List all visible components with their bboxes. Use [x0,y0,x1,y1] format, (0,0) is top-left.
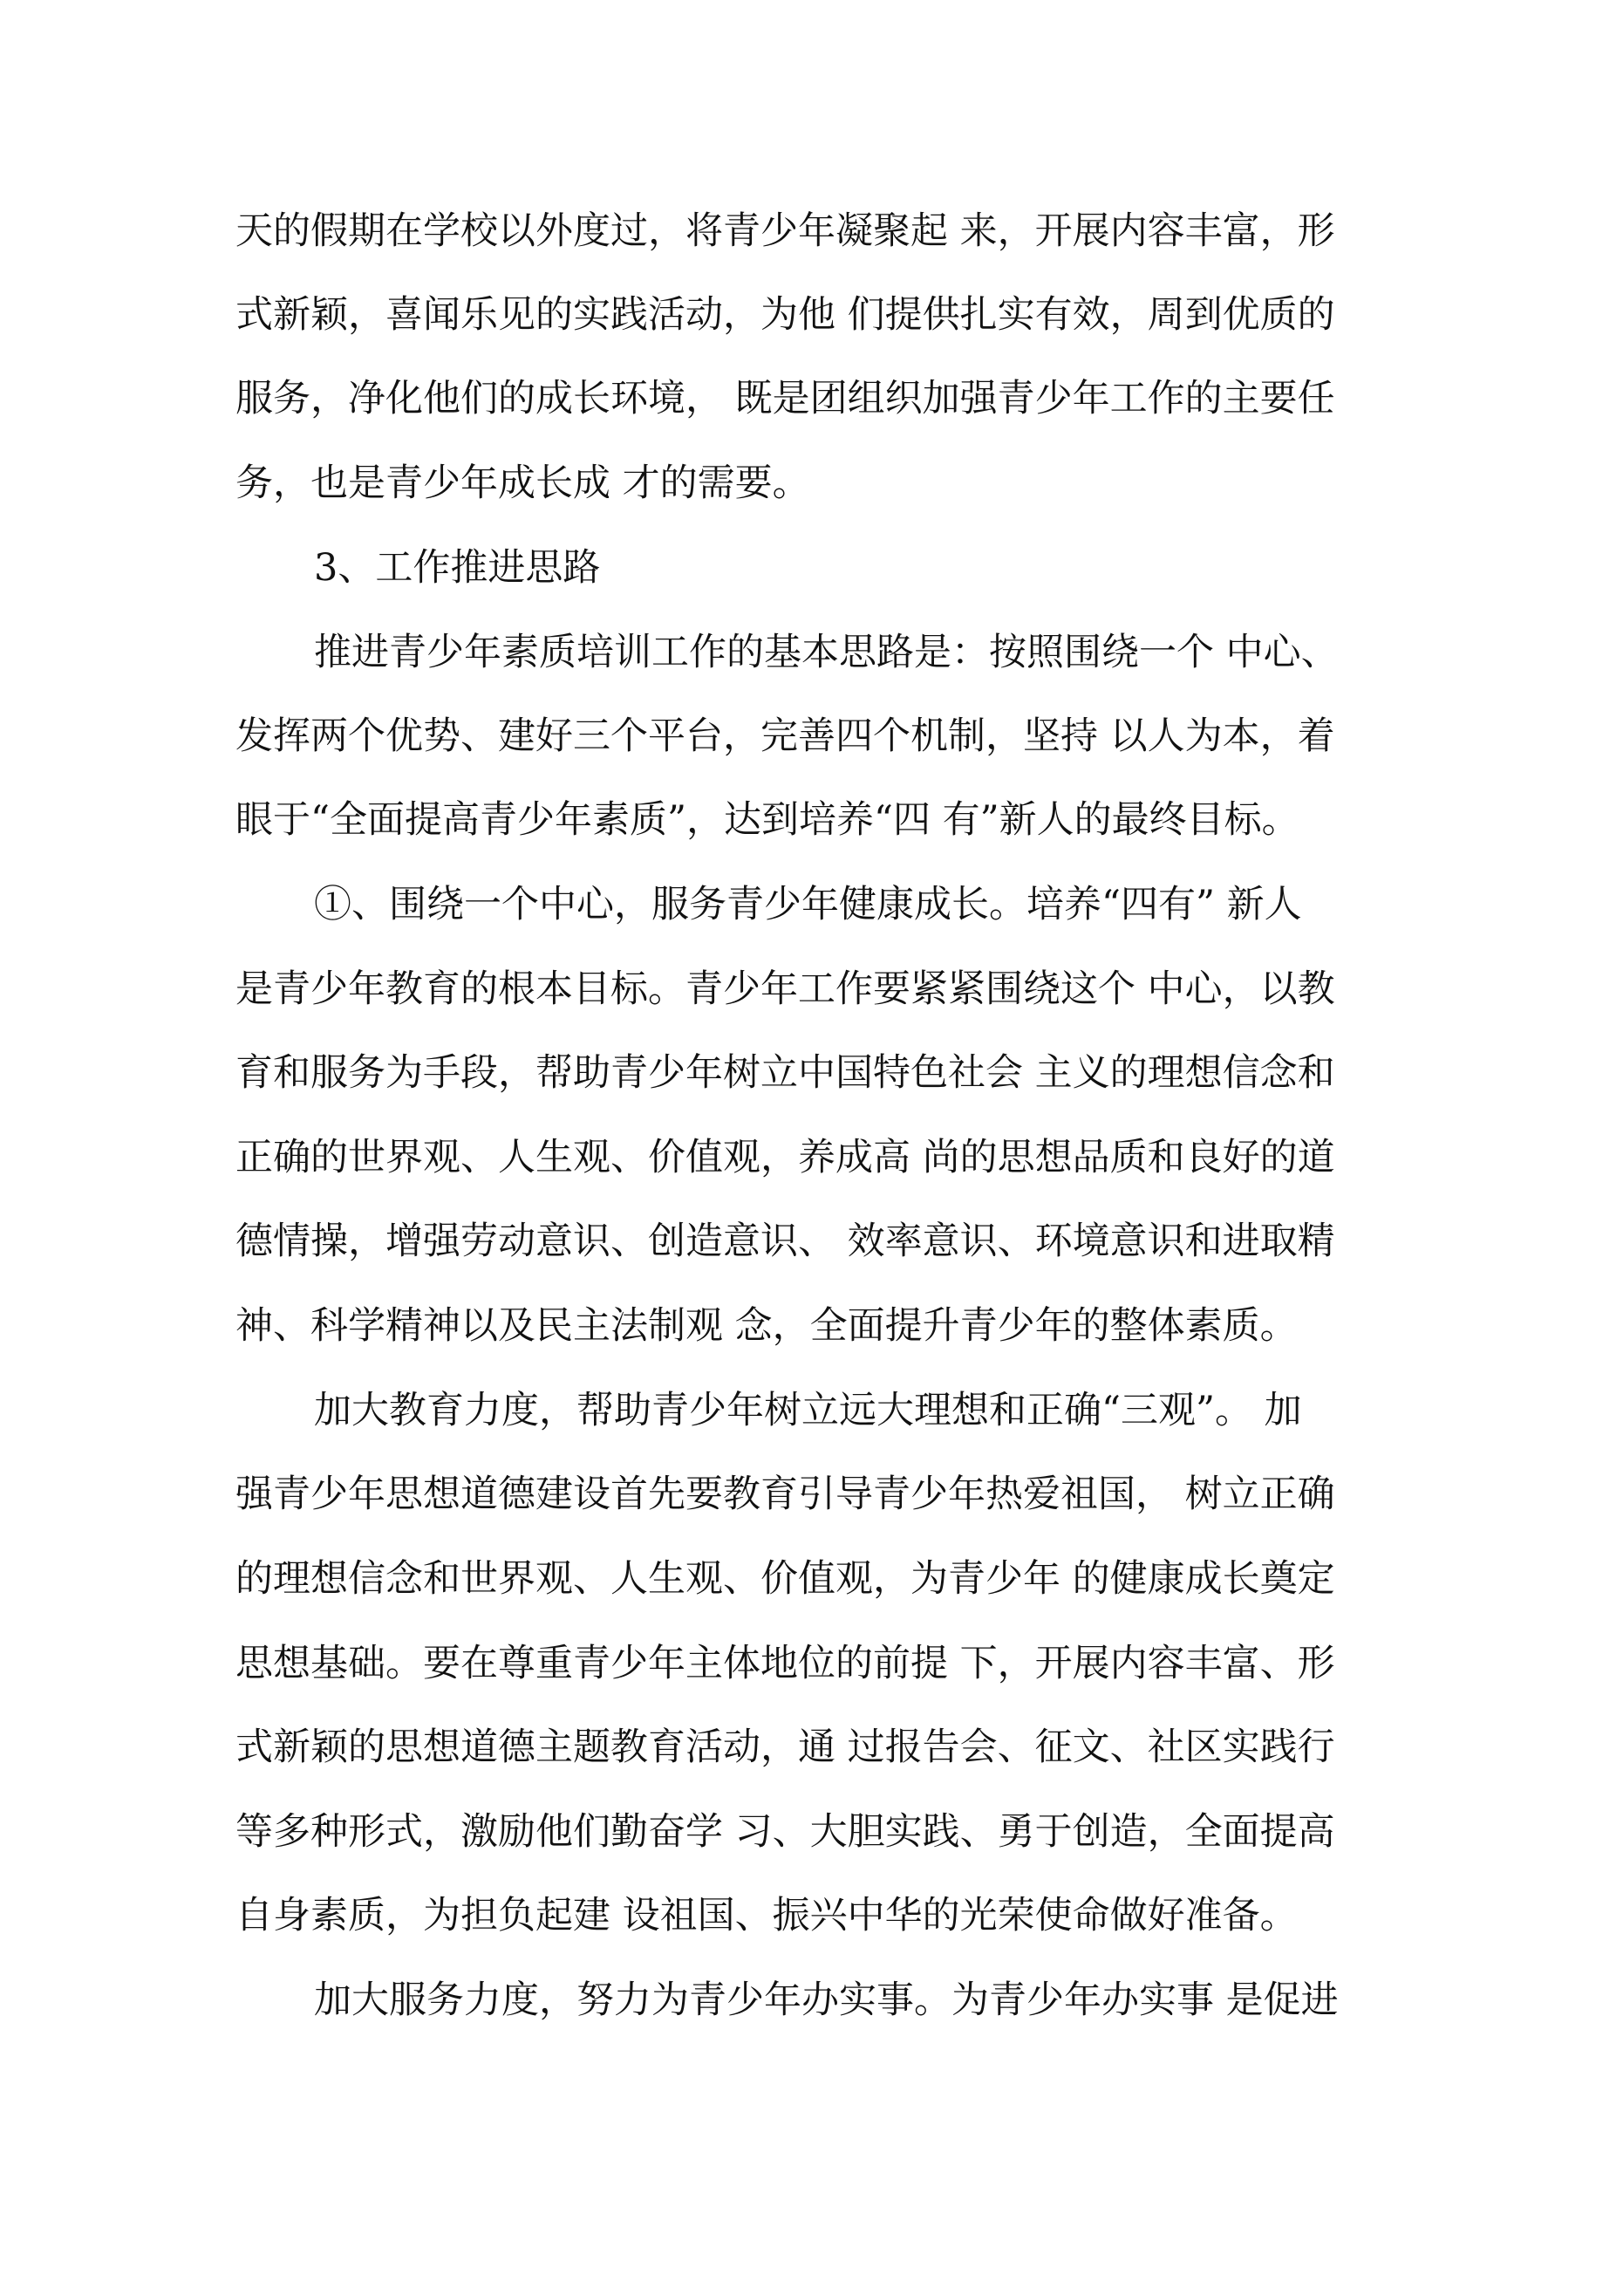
text-line: 德情操，增强劳动意识、创造意识、 效率意识、环境意识和进取精 [235,1220,1335,1263]
section-heading: 3、工作推进思路 [314,546,601,590]
text-line: ①、围绕一个中心，服务青少年健康成长。培养“四有” 新人 [314,883,1302,926]
text-line: 加大服务力度，努力为青少年办实事。为青少年办实事 是促进 [314,1978,1339,2022]
text-line: 眼于“全面提高青少年素质”，达到培养“四 有”新人的最终目标。 [235,798,1299,842]
text-line: 自身素质，为担负起建 设祖国、振兴中华的光荣使命做好准备。 [235,1894,1298,1937]
text-line: 式新颖的思想道德主题教育活动，通 过报告会、征文、社区实践行 [235,1725,1335,1769]
text-line: 等多种形式，激励他们勤奋学 习、大胆实践、勇于创造，全面提高 [235,1810,1335,1854]
text-line: 推进青少年素质培训工作的基本思路是：按照围绕一个 中心、 [314,631,1339,674]
text-line: 服务，净化他们的成长环境， 既是团组织加强青少年工作的主要任 [235,377,1335,420]
text-line: 发挥两个优势、建好三个平台，完善四个机制，坚持 以人为本，着 [235,714,1335,758]
text-line: 天的假期在学校以外度过，将青少年凝聚起 来，开展内容丰富，形 [235,209,1335,253]
text-line: 育和服务为手段，帮助青少年树立中国特色社会 主义的理想信念和 [235,1051,1335,1095]
text-line: 的理想信念和世界观、人生观、价值观，为青少年 的健康成长奠定 [235,1557,1335,1601]
text-line: 加大教育力度，帮助青少年树立远大理想和正确“三观”。 加 [314,1389,1302,1432]
text-line: 思想基础。要在尊重青少年主体地位的前提 下，开展内容丰富、形 [235,1642,1335,1685]
text-line: 式新颖，喜闻乐见的实践活动，为他 们提供扎实有效，周到优质的 [235,293,1335,337]
text-line: 正确的世界观、人生观、价值观，养成高 尚的思想品质和良好的道 [235,1136,1335,1179]
text-line: 务，也是青少年成长成 才的需要。 [235,461,810,505]
text-line: 是青少年教育的根本目标。青少年工作要紧紧围绕这个 中心，以教 [235,967,1335,1011]
text-line: 神、科学精神以及民主法制观 念，全面提升青少年的整体素质。 [235,1304,1298,1348]
text-line: 强青少年思想道德建设首先要教育引导青少年热爱祖国， 树立正确 [235,1473,1335,1516]
